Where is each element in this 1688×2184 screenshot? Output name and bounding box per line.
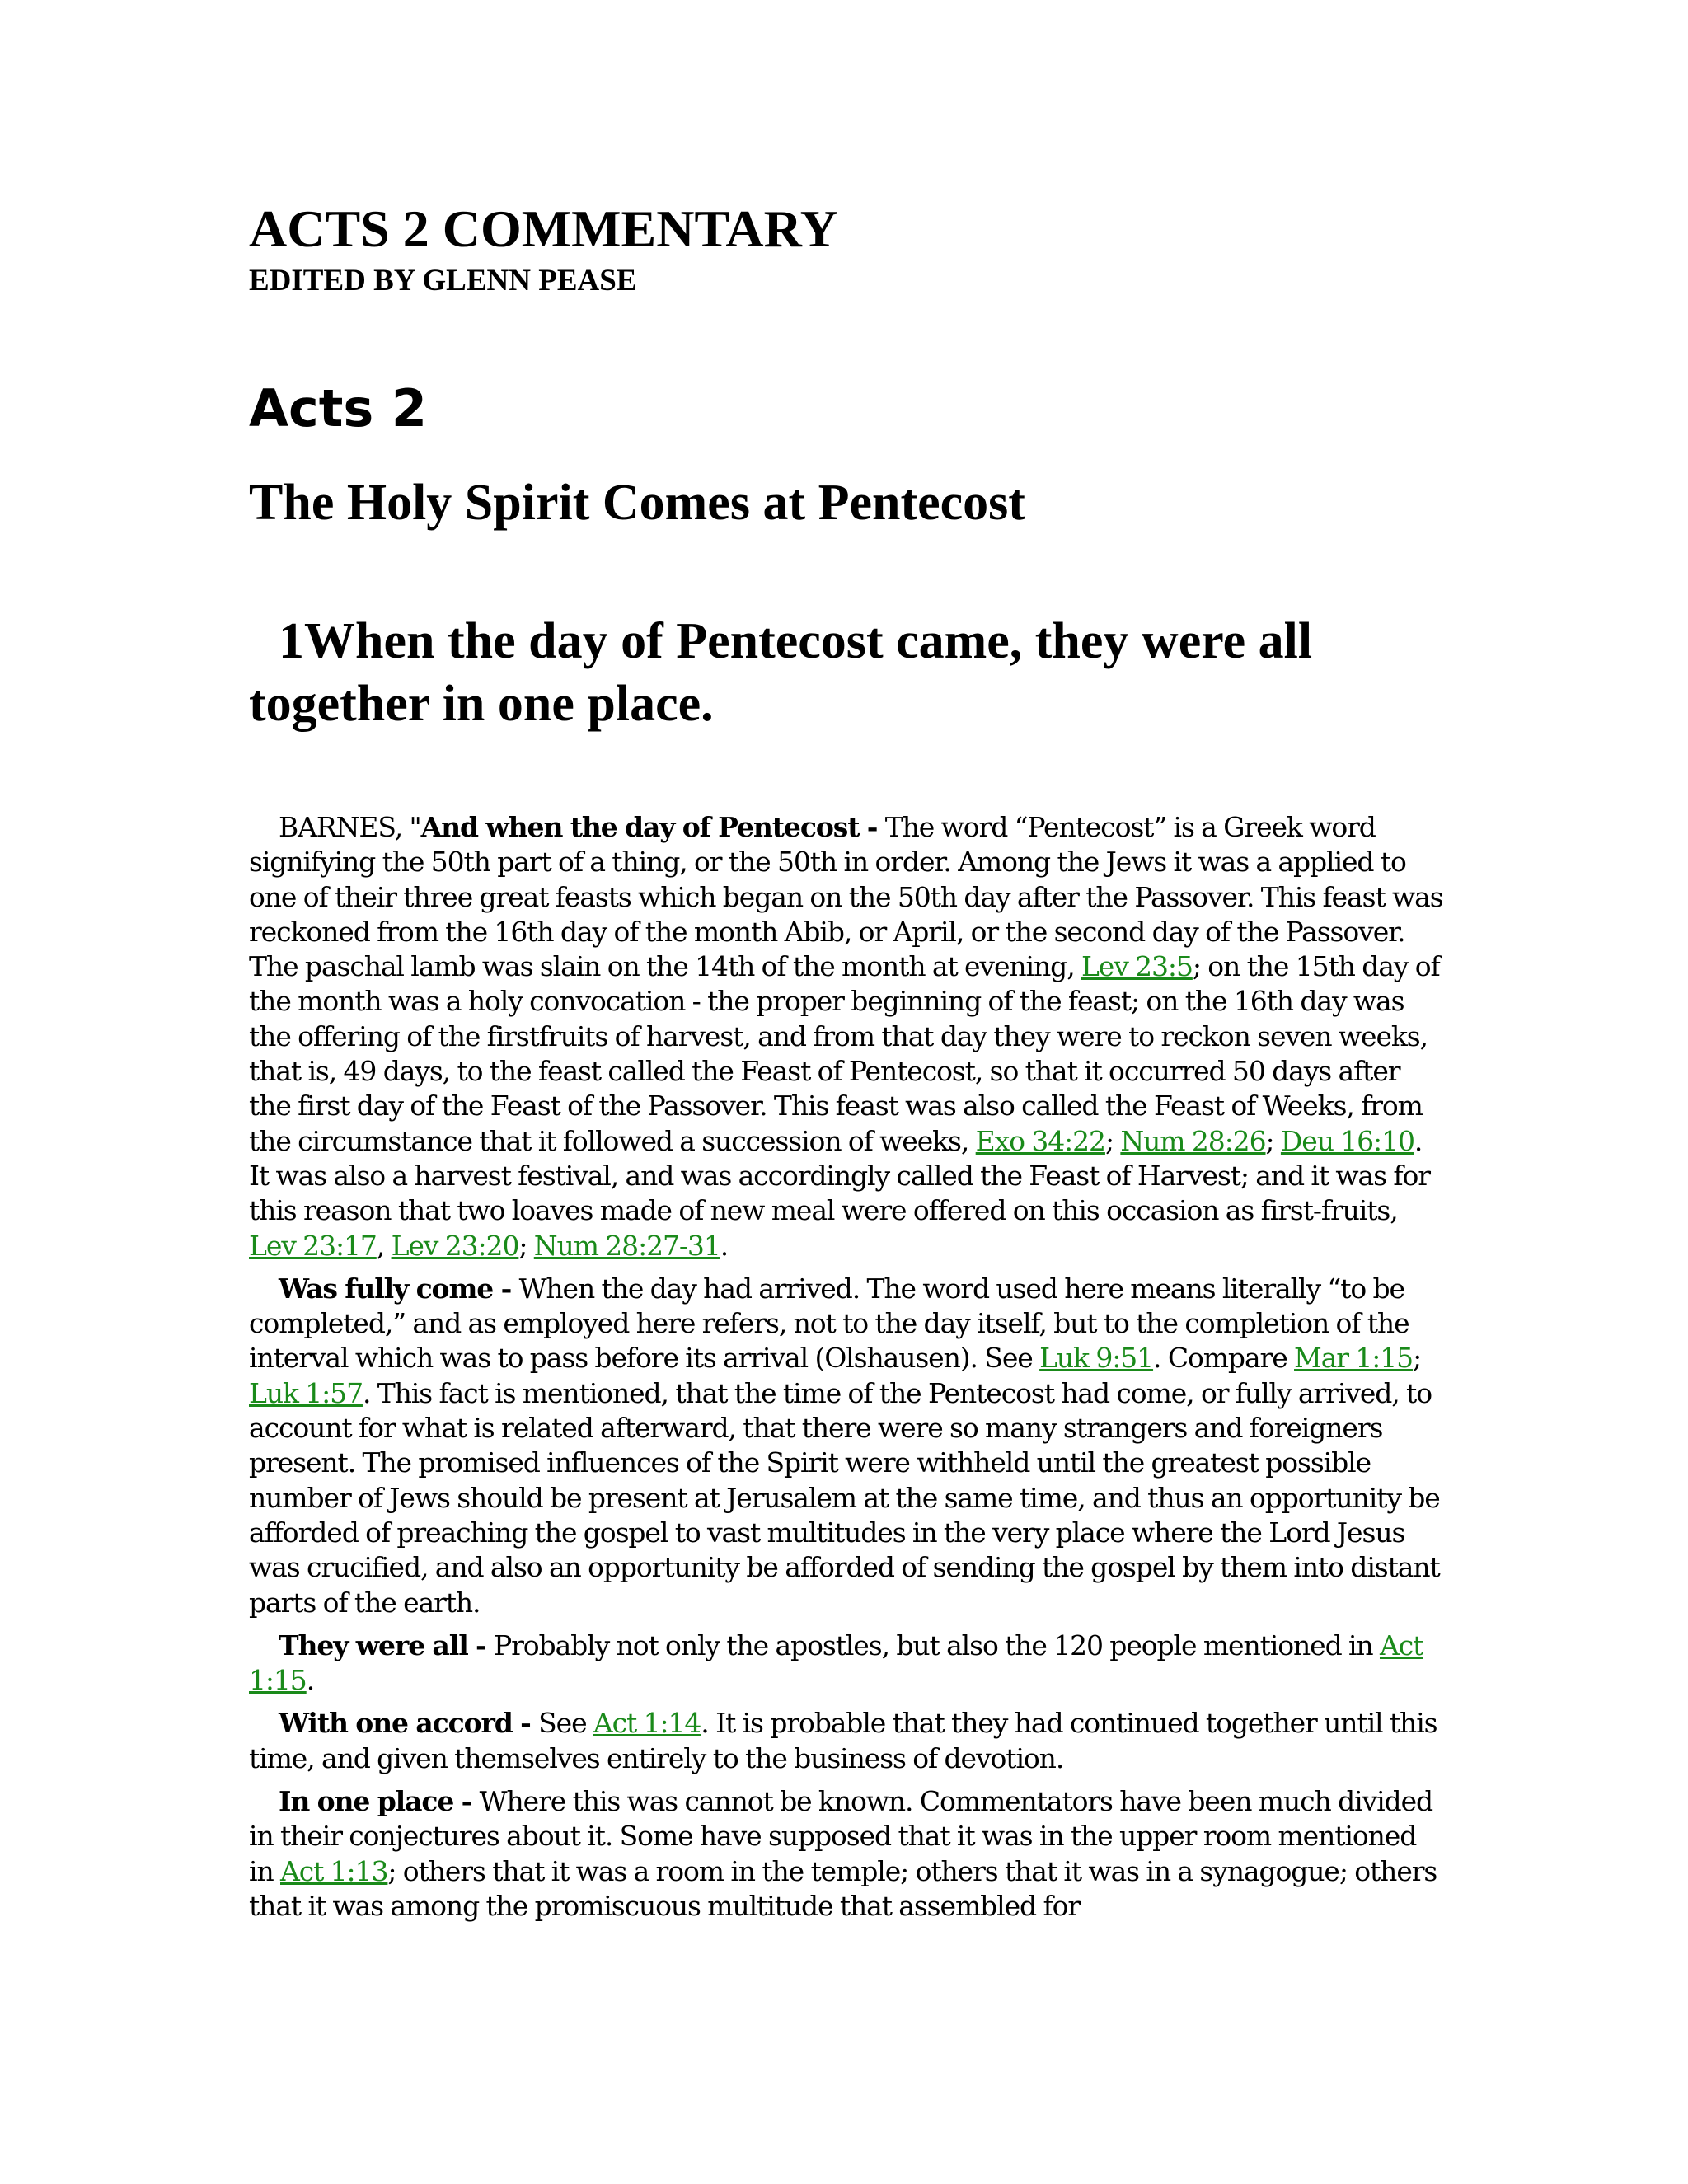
scripture-link[interactable]: Act 1:13 xyxy=(280,1854,388,1887)
commentary-text: . Compare xyxy=(1153,1342,1295,1375)
commentary-text: Probably not only the apostles, but also the 120 people mentioned in xyxy=(494,1629,1380,1661)
commentary-text: . This fact is mentioned, that the time of the Pentecost had come, or fully arrived, to account for what is related afterward, that there were so many strangers and foreigners present. The promised influences of the Spirit were withheld until the greatest possible number of Jews should be present at Jerusalem at the same time, and thus an opportunity be afforded of preaching the gospel to vast multitudes in the very place where the Lord Jesus was crucified, and also an opportunity be afforded of sending the gospel by them into distant parts of the earth. xyxy=(249,1376,1440,1619)
commentary-text: . It is probable that they had continued together until this time, and given themselves entirely to the business of devotion. xyxy=(249,1707,1437,1774)
scripture-link[interactable]: Act 1:14 xyxy=(593,1707,701,1740)
commentary-body xyxy=(249,810,1444,1932)
scripture-link[interactable]: Deu 16:10 xyxy=(1280,1124,1414,1157)
commentary-text: ; xyxy=(1413,1342,1422,1375)
commentary-text: See xyxy=(538,1707,593,1740)
commentary-text: , xyxy=(376,1229,392,1262)
verse-number: 1 xyxy=(279,613,304,669)
commentary-paragraph xyxy=(249,1629,1444,1699)
commentary-text: ; others that it was a room in the temple; others that it was in a synagogue; others that it was among the promiscuous multitude that assembled for xyxy=(249,1854,1437,1922)
commentary-text: ; xyxy=(518,1229,534,1262)
commentary-lead: Was fully come - xyxy=(279,1272,519,1305)
commentary-paragraph xyxy=(249,1784,1444,1924)
scripture-link[interactable]: Num 28:26 xyxy=(1120,1124,1266,1157)
commentary-source: BARNES, " xyxy=(279,811,421,843)
scripture-link[interactable]: Num 28:27-31 xyxy=(533,1229,720,1262)
scripture-link[interactable]: Exo 34:22 xyxy=(975,1124,1105,1157)
scripture-link[interactable]: Mar 1:15 xyxy=(1294,1342,1414,1375)
commentary-text: . xyxy=(306,1664,315,1697)
scripture-link[interactable]: Act 1:15 xyxy=(249,1629,1423,1697)
commentary-paragraph xyxy=(249,810,1444,1263)
commentary-lead: They were all - xyxy=(279,1629,495,1661)
commentary-text: . xyxy=(720,1229,729,1262)
scripture-link[interactable]: Luk 1:57 xyxy=(249,1376,363,1409)
commentary-lead: And when the day of Pentecost - xyxy=(420,811,885,843)
commentary-paragraph xyxy=(249,1706,1444,1776)
chapter-heading: Acts 2 xyxy=(249,378,428,438)
verse-body: When the day of Pentecost came, they were all together in one place. xyxy=(249,613,1313,732)
section-title: The Holy Spirit Comes at Pentecost xyxy=(249,475,1025,531)
verse-text xyxy=(249,610,1444,735)
document-subtitle: EDITED BY GLENN PEASE xyxy=(249,264,637,298)
scripture-link[interactable]: Lev 23:5 xyxy=(1081,950,1193,983)
commentary-text: ; xyxy=(1265,1124,1281,1157)
document-title: ACTS 2 COMMENTARY xyxy=(249,199,838,258)
commentary-text: . It was also a harvest festival, and was accordingly called the Feast of Harvest; and it was for this reason that two loaves made of new meal were offered on this occasion as first-fruits, xyxy=(249,1124,1430,1227)
commentary-text: ; xyxy=(1104,1124,1121,1157)
commentary-text: When the day had arrived. The word used here means literally “to be completed,” and as employed here refers, not to the day itself, but to the completion of the interval which was to pass before its arrival (Olshausen). See xyxy=(249,1272,1409,1375)
commentary-paragraph xyxy=(249,1272,1444,1620)
scripture-link[interactable]: Luk 9:51 xyxy=(1039,1342,1154,1375)
commentary-text: ; on the 15th day of the month was a holy convocation - the proper beginning of the feast; on the 16th day was the offering of the firstfruits of harvest, and from that day they were to reckon seven weeks, that is, 49 days, to the feast called the Feast of Pentecost, so that it occurred 50 days after the first day of the Feast of the Passover. This feast was also called the Feast of Weeks, from the circumstance that it followed a succession of weeks, xyxy=(249,950,1440,1157)
commentary-text: The word “Pentecost” is a Greek word signifying the 50th part of a thing, or the 50th in order. Among the Jews it was a applied to one of their three great feasts which began on the 50th day after the Passover. This feast was reckoned from the 16th day of the month Abib, or April, or the second day of the Passover. The paschal lamb was slain on the 14th of the month at evening, xyxy=(249,811,1443,983)
commentary-lead: With one accord - xyxy=(279,1707,539,1740)
commentary-lead: In one place - xyxy=(279,1785,480,1818)
scripture-link[interactable]: Lev 23:20 xyxy=(391,1229,519,1262)
commentary-text: Where this was cannot be known. Commentators have been much divided in their conjectures about it. Some have supposed that it was in the upper room mentioned in xyxy=(249,1785,1433,1887)
scripture-link[interactable]: Lev 23:17 xyxy=(249,1229,377,1262)
